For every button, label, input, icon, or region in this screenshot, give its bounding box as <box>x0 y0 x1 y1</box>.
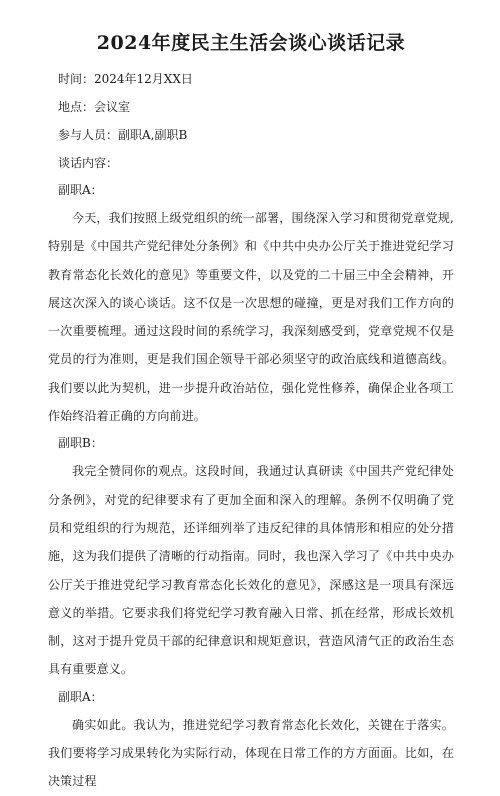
meeting-place: 地点：会议室 <box>58 100 131 114</box>
speaker-label: 副职A： <box>58 183 103 197</box>
speaker-label: 副职A： <box>58 689 103 704</box>
conversation-content-label: 谈话内容： <box>58 156 119 170</box>
speech-paragraph: 今天，我们按照上级党组织的统一部署，围绕深入学习和贯彻党章党规,特别是《中国共产党纪律处分条例》和《中共中央办公厅关于推进党纪学习教育常态化长效化的意见》等重要文件，以及党的二十届三中全会精神，开展这次深入的谈心谈话。这不仅是一次思想的碰撞，更是对我们工作方向的一次重要梳理。通过这段时间的系统学习，我深刻感受到，党章党规不仅是党员的行为准则，更是我们国企领导干部必须坚守的政治底线和道德高线。我们要以此为契机，进一步提升政治站位，强化党性修养，确保企业各项工作始终沿着正确的方向前进。 <box>48 211 454 424</box>
speech-paragraph: 我完全赞同你的观点。这段时间，我通过认真研读《中国共产党纪律处分条例》，对党的纪律要求有了更加全面和深入的理解。条例不仅明确了党员和党组织的行为规范，还详细列举了违反纪律的具体情形和相应的处分措施，这为我们提供了清晰的行动指南。同时，我也深入学习了《中共中央办公厅关于推进党纪学习教育常态化长效化的意见》，深感这是一项具有深远意义的举措。它要求我们将党纪学习教育融入日常、抓在经常，形成长效机制，这对于提升党员干部的纪律意识和规矩意识，营造风清气正的政治生态具有重要意义。 <box>48 464 454 677</box>
document-title: 2024年度民主生活会谈心谈话记录 <box>96 32 406 54</box>
speech-paragraph: 确实如此。我认为，推进党纪学习教育常态化长效化，关键在于落实。我们要将学习成果转化为实际行动，体现在日常工作的方方面面。比如，在决策过程 <box>48 717 454 789</box>
meeting-participants: 参与人员：副职A,副职B <box>58 128 188 142</box>
speaker-label: 副职B： <box>58 436 103 451</box>
meeting-time: 时间：2024年12月XX日 <box>58 72 193 86</box>
